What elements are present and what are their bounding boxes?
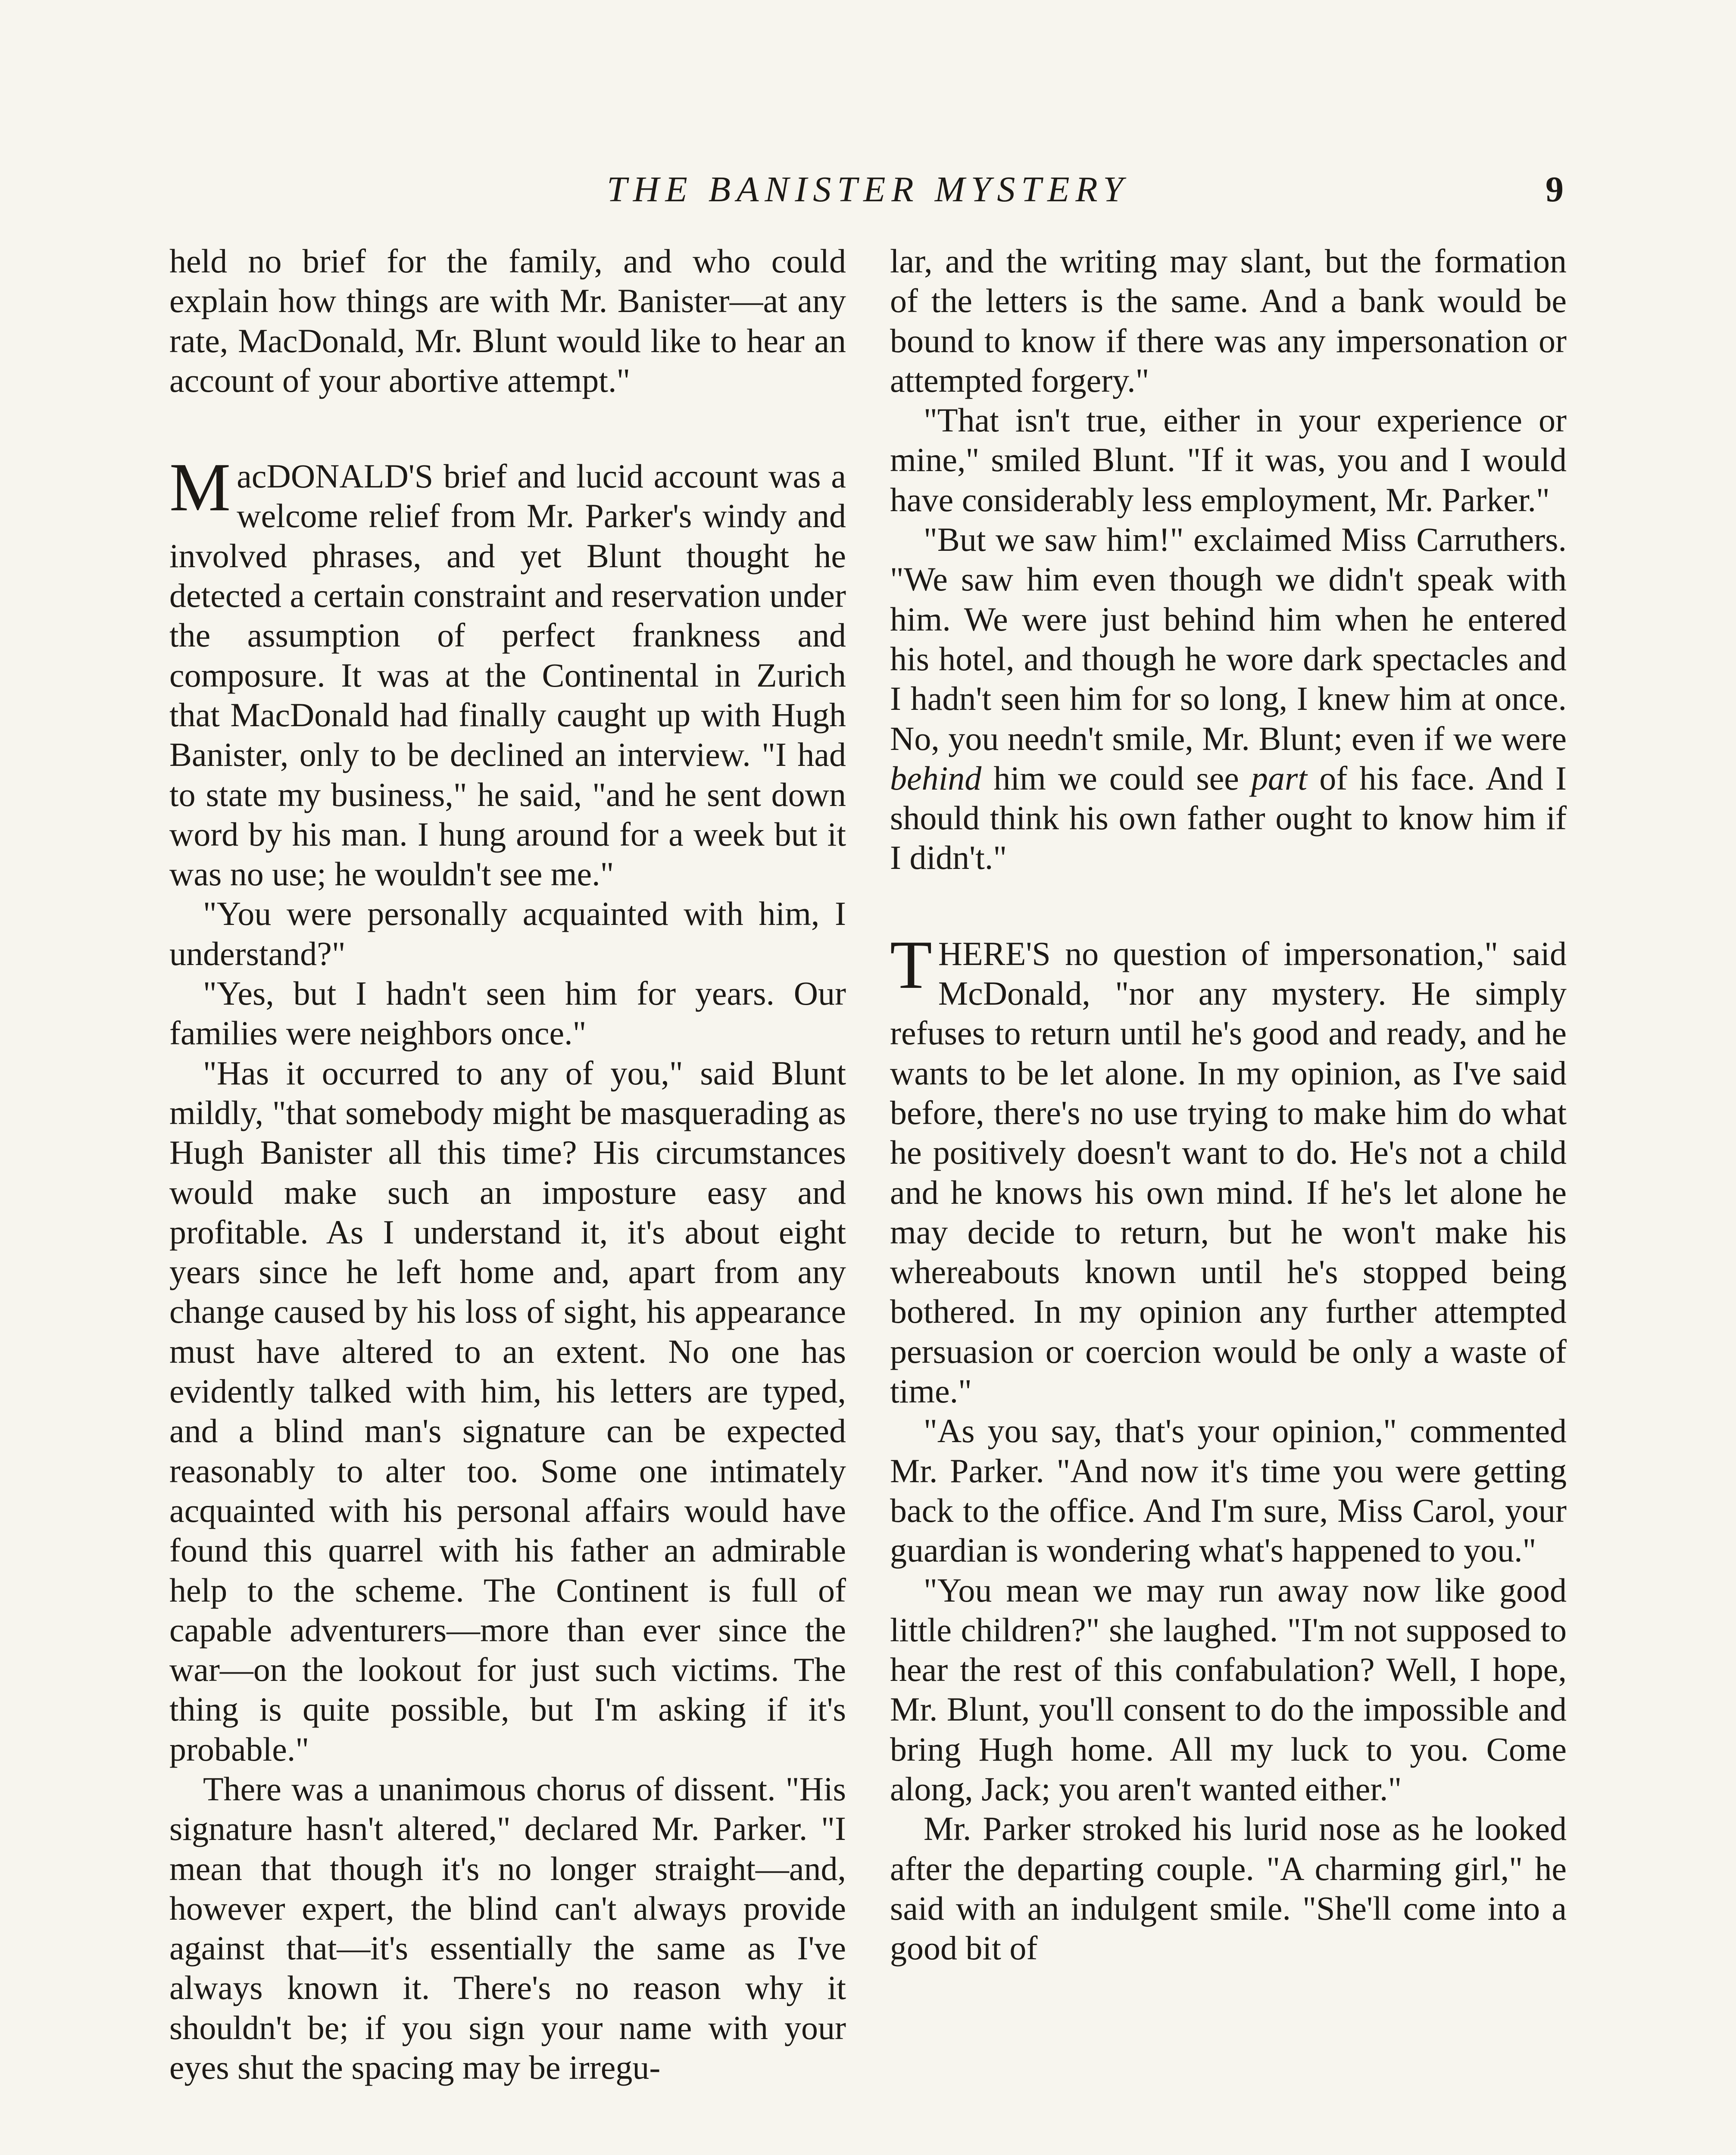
running-head: THE BANISTER MYSTERY — [607, 169, 1129, 209]
paragraph: "You mean we may run away now like good little children?" she laughed. "I'm not supposed to hear the rest of this confabulation? Well, I hope, Mr. Blunt, you'll consent to do the impossible and bring Hugh home. All my luck to you. Come along, Jack; you aren't wanted either." — [890, 1571, 1567, 1808]
paragraph: "You were personally acquainted with him, I understand?" — [169, 895, 846, 972]
paragraph: Mr. Parker stroked his lurid nose as he looked after the departing couple. "A charming girl," he said with an indulgent smile. "She'll come into a good bit of — [890, 1810, 1567, 1967]
paragraph: held no brief for the family, and who could explain how things are with Mr. Banister—at any rate, MacDonald, Mr. Blunt would like to hear an account of your abortive attempt." — [169, 242, 846, 399]
paragraph: lar, and the writing may slant, but the formation of the letters is the same. And a bank would be bound to know if there was any impersonation or attempted forgery." — [890, 242, 1567, 399]
left-column — [169, 241, 846, 2087]
text-run: him we could see — [981, 759, 1252, 797]
page-number: 9 — [1546, 169, 1564, 209]
page-header — [0, 166, 1736, 218]
paragraph: "Yes, but I hadn't seen him for years. Our families were neighbors once." — [169, 974, 846, 1052]
emphasis: behind — [890, 759, 982, 797]
paragraph — [890, 520, 1567, 878]
emphasis: part — [1251, 759, 1308, 797]
section-start-paragraph: MacDONALD'S brief and lucid account was a welcome relief from Mr. Parker's windy and involved phrases, and yet Blunt thought he detected a certain constraint and reservation under the assumption of perfect frankness and composure. It was at the Continental in Zurich that MacDonald had finally caught up with Hugh Banister, only to be declined an interview. "I had to state my business," he said, "and he sent down word by his man. I hung around for a week but it was no use; he wouldn't see me." — [169, 449, 846, 893]
text-run: "But we saw him!" exclaimed Miss Carruthers. "We saw him even though we didn't speak with him. We were just behind him when he entered his hotel, and though he wore dark spectacles and I hadn't seen him for so long, I knew him at once. No, you needn't smile, Mr. Blunt; even if we were — [890, 521, 1567, 757]
paragraph: "That isn't true, either in your experience or mine," smiled Blunt. "If it was, you and I would have considerably less employment, Mr. Parker." — [890, 401, 1567, 518]
paragraph: There was a unanimous chorus of dissent. "His signature hasn't altered," declared Mr. Parker. "I mean that though it's no longer straight—and, however expert, the blind can't always provide against that—it's essentially the same as I've always known it. There's no reason why it shouldn't be; if you sign your name with your eyes shut the spacing may be irregu- — [169, 1770, 846, 2086]
paragraph: "As you say, that's your opinion," commented Mr. Parker. "And now it's time you were getting back to the office. And I'm sure, Miss Carol, your guardian is wondering what's happened to you." — [890, 1412, 1567, 1569]
section-start-paragraph: THERE'S no question of impersonation," said McDonald, "nor any mystery. He simply refuses to return until he's good and ready, and he wants to be let alone. In my opinion, as I've said before, there's no use trying to make him do what he positively doesn't want to do. He's not a child and he knows his own mind. If he's let alone he may decide to return, but he won't make his whereabouts known until he's stopped being bothered. In my opinion any further attempted persuasion or coercion would be only a waste of time." — [890, 926, 1567, 1410]
paragraph: "Has it occurred to any of you," said Blunt mildly, "that somebody might be masquerading as Hugh Banister all this time? His circumstances would make such an imposture easy and profitable. As I understand it, it's about eight years since he left home and, apart from any change caused by his loss of sight, his appearance must have altered to an extent. No one has evidently talked with him, his letters are typed, and a blind man's signature can be expected reasonably to alter too. Some one intimately acquainted with his personal affairs would have found this quarrel with his father an admirable help to the scheme. The Continent is full of capable adventurers—more than ever since the war—on the lookout for just such victims. The thing is quite possible, but I'm asking if it's probable." — [169, 1054, 846, 1768]
right-column — [890, 241, 1567, 1968]
text-run: of his face. And I should think his own father ought to know him if I didn't." — [890, 759, 1567, 877]
